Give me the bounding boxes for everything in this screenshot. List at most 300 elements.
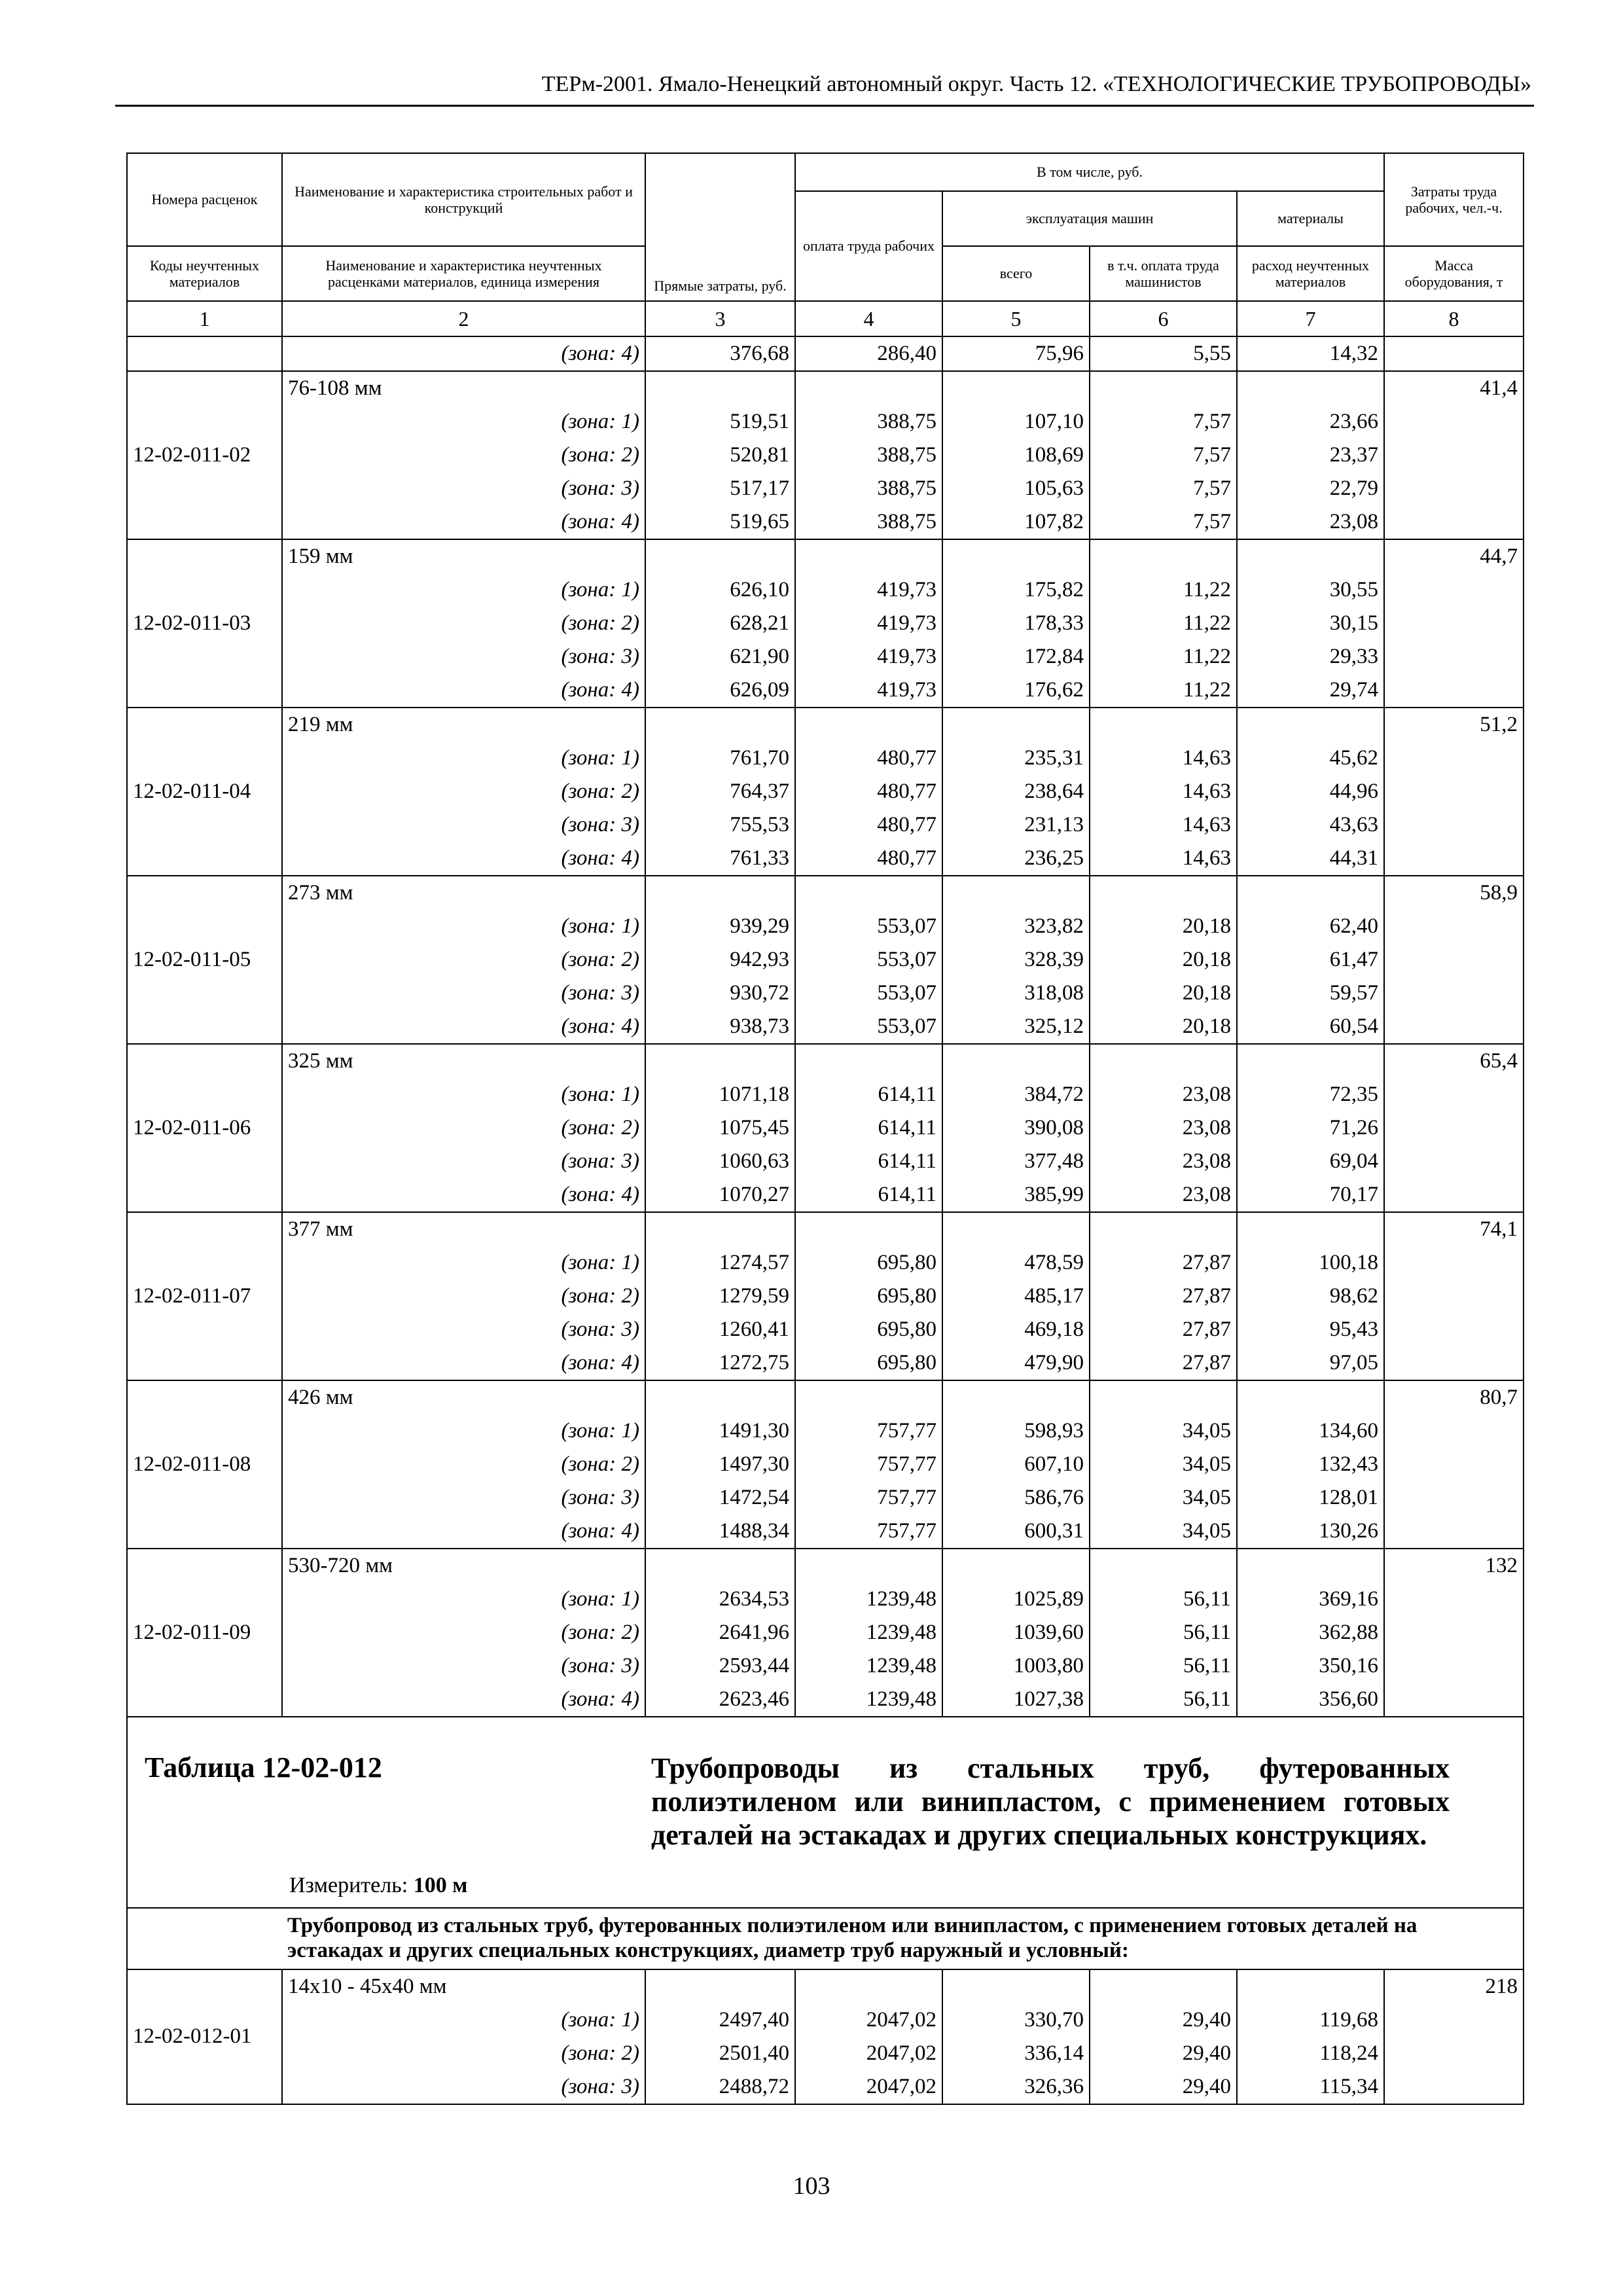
rate-name: 530-720 мм bbox=[282, 1549, 645, 1583]
machines-header: эксплуатация машин bbox=[942, 191, 1237, 246]
col1-bottom-header: Коды неучтенных материалов bbox=[127, 246, 282, 301]
value-cell: 356,60 bbox=[1237, 1683, 1384, 1717]
value-cell: 56,11 bbox=[1090, 1583, 1237, 1616]
value-cell: 5,55 bbox=[1090, 336, 1237, 371]
zone-label: (зона: 1) bbox=[282, 573, 645, 607]
value-cell: 1472,54 bbox=[645, 1481, 795, 1515]
value-cell: 323,82 bbox=[942, 910, 1090, 943]
value-cell: 29,40 bbox=[1090, 2003, 1237, 2037]
value-cell: 1060,63 bbox=[645, 1145, 795, 1178]
zone-label: (зона: 3) bbox=[282, 977, 645, 1010]
col2-top-header: Наименование и характеристика строительных работ и конструкций bbox=[282, 153, 645, 246]
empty-cell bbox=[1090, 1969, 1237, 2003]
empty-cell bbox=[1090, 708, 1237, 742]
value-cell: 761,70 bbox=[645, 742, 795, 775]
equipment-mass: 65,4 bbox=[1384, 1044, 1524, 1078]
rate-row bbox=[127, 1380, 1524, 1414]
zone-row bbox=[127, 607, 1524, 640]
value-cell: 419,73 bbox=[795, 673, 942, 708]
empty-cell bbox=[1090, 539, 1237, 573]
value-cell: 419,73 bbox=[795, 640, 942, 673]
zone-label: (зона: 1) bbox=[282, 2003, 645, 2037]
value-cell: 628,21 bbox=[645, 607, 795, 640]
value-cell: 1071,18 bbox=[645, 1078, 795, 1111]
zone-label: (зона: 3) bbox=[282, 640, 645, 673]
zone-label: (зона: 2) bbox=[282, 1280, 645, 1313]
empty-cell bbox=[645, 371, 795, 405]
value-cell: 100,18 bbox=[1237, 1246, 1384, 1280]
empty-cell bbox=[942, 539, 1090, 573]
zone-row bbox=[127, 742, 1524, 775]
value-cell: 757,77 bbox=[795, 1481, 942, 1515]
page-number: 103 bbox=[793, 2172, 830, 2200]
value-cell: 108,69 bbox=[942, 439, 1090, 472]
rate-row bbox=[127, 371, 1524, 405]
value-cell: 27,87 bbox=[1090, 1313, 1237, 1346]
empty-cell bbox=[942, 371, 1090, 405]
value-cell: 388,75 bbox=[795, 505, 942, 539]
empty-cell bbox=[1384, 439, 1524, 472]
value-cell: 1075,45 bbox=[645, 1111, 795, 1145]
table-name: Таблица 12-02-012 bbox=[145, 1751, 382, 1784]
value-cell: 942,93 bbox=[645, 943, 795, 977]
value-cell: 43,63 bbox=[1237, 808, 1384, 842]
zone-row bbox=[127, 1313, 1524, 1346]
zone-row bbox=[127, 1649, 1524, 1683]
value-cell: 336,14 bbox=[942, 2037, 1090, 2070]
zone-row bbox=[127, 1246, 1524, 1280]
value-cell: 1239,48 bbox=[795, 1583, 942, 1616]
empty-cell bbox=[1237, 1380, 1384, 1414]
zone-label: (зона: 2) bbox=[282, 1111, 645, 1145]
zone-label: (зона: 2) bbox=[282, 1448, 645, 1481]
empty-cell bbox=[1384, 742, 1524, 775]
empty-cell bbox=[1384, 2070, 1524, 2104]
value-cell: 56,11 bbox=[1090, 1683, 1237, 1717]
equipment-mass: 132 bbox=[1384, 1549, 1524, 1583]
value-cell: 419,73 bbox=[795, 573, 942, 607]
value-cell: 757,77 bbox=[795, 1448, 942, 1481]
table-title: Трубопроводы из стальных труб, футерованных полиэтиленом или винипластом, с применением готовых деталей на эстакадах и других специальных конструкциях. bbox=[651, 1752, 1450, 1852]
column-number: 8 bbox=[1384, 301, 1524, 336]
value-cell: 56,11 bbox=[1090, 1649, 1237, 1683]
value-cell: 586,76 bbox=[942, 1481, 1090, 1515]
rate-code: 12-02-011-05 bbox=[127, 876, 282, 1044]
zone-row bbox=[127, 1414, 1524, 1448]
value-cell: 479,90 bbox=[942, 1346, 1090, 1380]
value-cell: 61,47 bbox=[1237, 943, 1384, 977]
empty-cell bbox=[942, 1212, 1090, 1246]
value-cell: 176,62 bbox=[942, 673, 1090, 708]
value-cell: 236,25 bbox=[942, 842, 1090, 876]
value-cell: 419,73 bbox=[795, 607, 942, 640]
unaccounted-materials-header: расход неучтенных материалов bbox=[1237, 246, 1384, 301]
value-cell: 23,66 bbox=[1237, 405, 1384, 439]
zone-label: (зона: 2) bbox=[282, 2037, 645, 2070]
machines-total-header: всего bbox=[942, 246, 1090, 301]
zone-row bbox=[127, 1616, 1524, 1649]
empty-cell bbox=[645, 539, 795, 573]
empty-cell bbox=[795, 539, 942, 573]
empty-cell bbox=[1237, 371, 1384, 405]
value-cell: 115,34 bbox=[1237, 2070, 1384, 2104]
zone-label: (зона: 2) bbox=[282, 439, 645, 472]
empty-cell bbox=[1237, 1212, 1384, 1246]
value-cell: 485,17 bbox=[942, 1280, 1090, 1313]
zone-label: (зона: 4) bbox=[282, 1515, 645, 1549]
empty-cell bbox=[795, 1380, 942, 1414]
zone-label: (зона: 2) bbox=[282, 775, 645, 808]
value-cell: 553,07 bbox=[795, 943, 942, 977]
value-cell: 761,33 bbox=[645, 842, 795, 876]
value-cell: 29,40 bbox=[1090, 2070, 1237, 2104]
value-cell: 2497,40 bbox=[645, 2003, 795, 2037]
value-cell: 607,10 bbox=[942, 1448, 1090, 1481]
value-cell: 119,68 bbox=[1237, 2003, 1384, 2037]
value-cell: 75,96 bbox=[942, 336, 1090, 371]
value-cell: 20,18 bbox=[1090, 910, 1237, 943]
zone-label: (зона: 2) bbox=[282, 943, 645, 977]
value-cell: 553,07 bbox=[795, 977, 942, 1010]
value-cell: 23,08 bbox=[1090, 1078, 1237, 1111]
zone-row bbox=[127, 1178, 1524, 1212]
value-cell: 350,16 bbox=[1237, 1649, 1384, 1683]
value-cell: 695,80 bbox=[795, 1313, 942, 1346]
empty-cell bbox=[1384, 607, 1524, 640]
value-cell: 30,55 bbox=[1237, 573, 1384, 607]
value-cell: 107,82 bbox=[942, 505, 1090, 539]
value-cell: 11,22 bbox=[1090, 673, 1237, 708]
value-cell: 1003,80 bbox=[942, 1649, 1090, 1683]
value-cell: 517,17 bbox=[645, 472, 795, 505]
zone-row bbox=[127, 1448, 1524, 1481]
value-cell: 384,72 bbox=[942, 1078, 1090, 1111]
equipment-mass-header: Масса оборудования, т bbox=[1384, 246, 1524, 301]
value-cell: 20,18 bbox=[1090, 1010, 1237, 1044]
value-cell: 2047,02 bbox=[795, 2037, 942, 2070]
value-cell: 2501,40 bbox=[645, 2037, 795, 2070]
zone-row bbox=[127, 943, 1524, 977]
empty-cell bbox=[1384, 573, 1524, 607]
empty-cell bbox=[1384, 1010, 1524, 1044]
empty-cell bbox=[645, 876, 795, 910]
value-cell: 44,31 bbox=[1237, 842, 1384, 876]
value-cell: 2623,46 bbox=[645, 1683, 795, 1717]
equipment-mass: 44,7 bbox=[1384, 539, 1524, 573]
zone-row bbox=[127, 910, 1524, 943]
equipment-mass: 80,7 bbox=[1384, 1380, 1524, 1414]
labor-costs-header: Затраты труда рабочих, чел.-ч. bbox=[1384, 153, 1524, 246]
zone-row bbox=[127, 439, 1524, 472]
page-header-title: ТЕРм-2001. Ямало-Ненецкий автономный округ. Часть 12. «ТЕХНОЛОГИЧЕСКИЕ ТРУБОПРОВОДЫ» bbox=[541, 72, 1531, 96]
value-cell: 34,05 bbox=[1090, 1448, 1237, 1481]
value-cell: 27,87 bbox=[1090, 1280, 1237, 1313]
equipment-mass: 74,1 bbox=[1384, 1212, 1524, 1246]
empty-cell bbox=[942, 1549, 1090, 1583]
rate-name: 14х10 - 45х40 мм bbox=[282, 1969, 645, 2003]
zone-row bbox=[127, 673, 1524, 708]
empty-cell bbox=[1384, 1683, 1524, 1717]
column-number: 4 bbox=[795, 301, 942, 336]
zone-label: (зона: 4) bbox=[282, 842, 645, 876]
value-cell: 480,77 bbox=[795, 842, 942, 876]
zone-row bbox=[127, 1280, 1524, 1313]
value-cell: 45,62 bbox=[1237, 742, 1384, 775]
empty-cell bbox=[942, 876, 1090, 910]
zone-row bbox=[127, 1078, 1524, 1111]
value-cell: 7,57 bbox=[1090, 405, 1237, 439]
empty-cell bbox=[1090, 1549, 1237, 1583]
value-cell: 98,62 bbox=[1237, 1280, 1384, 1313]
value-cell: 44,96 bbox=[1237, 775, 1384, 808]
page-header bbox=[115, 65, 1534, 107]
rate-row bbox=[127, 1044, 1524, 1078]
value-cell: 118,24 bbox=[1237, 2037, 1384, 2070]
zone-label: (зона: 4) bbox=[282, 505, 645, 539]
value-cell: 27,87 bbox=[1090, 1246, 1237, 1280]
value-cell: 34,05 bbox=[1090, 1515, 1237, 1549]
empty-cell bbox=[1384, 1649, 1524, 1683]
empty-cell bbox=[1237, 708, 1384, 742]
value-cell: 105,63 bbox=[942, 472, 1090, 505]
zone-row bbox=[127, 472, 1524, 505]
rate-name: 426 мм bbox=[282, 1380, 645, 1414]
value-cell: 598,93 bbox=[942, 1414, 1090, 1448]
value-cell: 325,12 bbox=[942, 1010, 1090, 1044]
empty-cell bbox=[1090, 1212, 1237, 1246]
empty-cell bbox=[1384, 1616, 1524, 1649]
measure-label: Измеритель: bbox=[289, 1873, 408, 1897]
section-title: Трубопровод из стальных труб, футерованных полиэтиленом или винипластом, с применением готовых деталей на эстакадах и других специальных конструкциях, диаметр труб наружный и условный: bbox=[282, 1908, 1524, 1969]
value-cell: 70,17 bbox=[1237, 1178, 1384, 1212]
value-cell: 469,18 bbox=[942, 1313, 1090, 1346]
value-cell: 34,05 bbox=[1090, 1414, 1237, 1448]
value-cell: 1039,60 bbox=[942, 1616, 1090, 1649]
rate-row bbox=[127, 1969, 1524, 2003]
direct-costs-header: Прямые затраты, руб. bbox=[645, 153, 795, 301]
zone-row bbox=[127, 1583, 1524, 1616]
rate-name: 377 мм bbox=[282, 1212, 645, 1246]
column-number: 1 bbox=[127, 301, 282, 336]
zone-label: (зона: 4) bbox=[282, 1010, 645, 1044]
value-cell: 286,40 bbox=[795, 336, 942, 371]
zone-label: (зона: 3) bbox=[282, 808, 645, 842]
empty-cell bbox=[1384, 1414, 1524, 1448]
zone-label: (зона: 1) bbox=[282, 1246, 645, 1280]
empty-cell bbox=[1237, 1044, 1384, 1078]
empty-cell bbox=[795, 1044, 942, 1078]
column-number: 7 bbox=[1237, 301, 1384, 336]
value-cell: 7,57 bbox=[1090, 439, 1237, 472]
rate-code: 12-02-011-02 bbox=[127, 371, 282, 539]
value-cell: 519,51 bbox=[645, 405, 795, 439]
value-cell: 626,09 bbox=[645, 673, 795, 708]
value-cell: 59,57 bbox=[1237, 977, 1384, 1010]
value-cell: 1497,30 bbox=[645, 1448, 795, 1481]
value-cell: 29,40 bbox=[1090, 2037, 1237, 2070]
column-number: 5 bbox=[942, 301, 1090, 336]
value-cell: 480,77 bbox=[795, 808, 942, 842]
value-cell: 480,77 bbox=[795, 742, 942, 775]
value-cell: 757,77 bbox=[795, 1515, 942, 1549]
empty-cell bbox=[1384, 775, 1524, 808]
value-cell: 930,72 bbox=[645, 977, 795, 1010]
rate-code: 12-02-012-01 bbox=[127, 1969, 282, 2104]
empty-cell bbox=[1384, 2003, 1524, 2037]
value-cell: 553,07 bbox=[795, 1010, 942, 1044]
value-cell: 2641,96 bbox=[645, 1616, 795, 1649]
zone-label: (зона: 3) bbox=[282, 1313, 645, 1346]
rate-name: 159 мм bbox=[282, 539, 645, 573]
rate-code: 12-02-011-03 bbox=[127, 539, 282, 708]
empty-cell bbox=[1237, 1549, 1384, 1583]
value-cell: 1027,38 bbox=[942, 1683, 1090, 1717]
value-cell: 34,05 bbox=[1090, 1481, 1237, 1515]
value-cell: 235,31 bbox=[942, 742, 1090, 775]
empty-cell bbox=[795, 371, 942, 405]
zone-row bbox=[127, 775, 1524, 808]
value-cell: 519,65 bbox=[645, 505, 795, 539]
measure bbox=[289, 1873, 467, 1898]
zone-row bbox=[127, 842, 1524, 876]
empty-cell bbox=[1384, 1515, 1524, 1549]
value-cell: 60,54 bbox=[1237, 1010, 1384, 1044]
empty-cell bbox=[645, 1969, 795, 2003]
zone-label: (зона: 4) bbox=[282, 1683, 645, 1717]
value-cell: 20,18 bbox=[1090, 977, 1237, 1010]
value-cell: 318,08 bbox=[942, 977, 1090, 1010]
zone-row bbox=[127, 1346, 1524, 1380]
rate-code-empty bbox=[127, 336, 282, 371]
zone-row bbox=[127, 977, 1524, 1010]
empty-cell bbox=[1384, 505, 1524, 539]
value-cell: 695,80 bbox=[795, 1246, 942, 1280]
value-cell: 328,39 bbox=[942, 943, 1090, 977]
value-cell: 2047,02 bbox=[795, 2003, 942, 2037]
empty-cell bbox=[795, 1212, 942, 1246]
value-cell: 1488,34 bbox=[645, 1515, 795, 1549]
value-cell: 600,31 bbox=[942, 1515, 1090, 1549]
value-cell: 478,59 bbox=[942, 1246, 1090, 1280]
zone-row bbox=[127, 1515, 1524, 1549]
value-cell: 30,15 bbox=[1237, 607, 1384, 640]
value-cell: 71,26 bbox=[1237, 1111, 1384, 1145]
value-cell: 614,11 bbox=[795, 1145, 942, 1178]
empty-cell bbox=[1384, 808, 1524, 842]
empty-cell bbox=[1384, 910, 1524, 943]
including-header: В том числе, руб. bbox=[795, 153, 1384, 191]
zone-row bbox=[127, 808, 1524, 842]
value-cell: 755,53 bbox=[645, 808, 795, 842]
rate-name: 76-108 мм bbox=[282, 371, 645, 405]
zone-label: (зона: 3) bbox=[282, 1649, 645, 1683]
empty-cell bbox=[1384, 943, 1524, 977]
value-cell: 23,08 bbox=[1090, 1145, 1237, 1178]
value-cell: 178,33 bbox=[942, 607, 1090, 640]
value-cell: 175,82 bbox=[942, 573, 1090, 607]
value-cell: 1239,48 bbox=[795, 1649, 942, 1683]
empty-cell bbox=[1090, 876, 1237, 910]
worker-pay-header: оплата труда рабочих bbox=[795, 191, 942, 301]
header-row-1 bbox=[127, 153, 1524, 191]
zone-label: (зона: 1) bbox=[282, 910, 645, 943]
empty-cell bbox=[1384, 1583, 1524, 1616]
zone-row bbox=[127, 2037, 1524, 2070]
value-cell: 695,80 bbox=[795, 1280, 942, 1313]
rate-code: 12-02-011-09 bbox=[127, 1549, 282, 1717]
rate-code: 12-02-011-04 bbox=[127, 708, 282, 876]
zone-label: (зона: 4) bbox=[282, 1178, 645, 1212]
empty-cell bbox=[1384, 405, 1524, 439]
empty-cell bbox=[645, 1549, 795, 1583]
zone-label: (зона: 4) bbox=[282, 1346, 645, 1380]
empty-cell bbox=[795, 1549, 942, 1583]
zone-row bbox=[127, 1683, 1524, 1717]
value-cell: 7,57 bbox=[1090, 505, 1237, 539]
value-cell: 11,22 bbox=[1090, 640, 1237, 673]
value-cell: 1491,30 bbox=[645, 1414, 795, 1448]
empty-cell bbox=[1384, 1481, 1524, 1515]
value-cell: 14,63 bbox=[1090, 842, 1237, 876]
zone-label: (зона: 2) bbox=[282, 1616, 645, 1649]
empty-cell bbox=[942, 708, 1090, 742]
value-cell: 326,36 bbox=[942, 2070, 1090, 2104]
zone-row bbox=[127, 573, 1524, 607]
table-title-block bbox=[127, 1717, 1524, 1908]
empty-cell bbox=[1090, 371, 1237, 405]
value-cell: 172,84 bbox=[942, 640, 1090, 673]
zone-label: (зона: 1) bbox=[282, 742, 645, 775]
empty-cell bbox=[1384, 2037, 1524, 2070]
value-cell: 939,29 bbox=[645, 910, 795, 943]
rate-name: 273 мм bbox=[282, 876, 645, 910]
value-cell: 1279,59 bbox=[645, 1280, 795, 1313]
value-cell: 128,01 bbox=[1237, 1481, 1384, 1515]
value-cell: 22,79 bbox=[1237, 472, 1384, 505]
value-cell: 1239,48 bbox=[795, 1683, 942, 1717]
zone-row bbox=[127, 1010, 1524, 1044]
equipment-mass: 41,4 bbox=[1384, 371, 1524, 405]
empty-cell bbox=[1384, 1111, 1524, 1145]
rate-row bbox=[127, 539, 1524, 573]
zone-label: (зона: 1) bbox=[282, 1583, 645, 1616]
value-cell: 231,13 bbox=[942, 808, 1090, 842]
value-cell: 69,04 bbox=[1237, 1145, 1384, 1178]
value-cell: 757,77 bbox=[795, 1414, 942, 1448]
equipment-mass: 51,2 bbox=[1384, 708, 1524, 742]
rates-table bbox=[126, 152, 1524, 2105]
zone-row bbox=[127, 1481, 1524, 1515]
value-cell: 130,26 bbox=[1237, 1515, 1384, 1549]
empty-cell bbox=[942, 1380, 1090, 1414]
value-cell: 2634,53 bbox=[645, 1583, 795, 1616]
value-cell: 1260,41 bbox=[645, 1313, 795, 1346]
value-cell: 23,37 bbox=[1237, 439, 1384, 472]
value-cell: 388,75 bbox=[795, 472, 942, 505]
value-cell: 614,11 bbox=[795, 1111, 942, 1145]
zone-label: (зона: 3) bbox=[282, 2070, 645, 2104]
value-cell: 2047,02 bbox=[795, 2070, 942, 2104]
value-cell: 20,18 bbox=[1090, 943, 1237, 977]
empty-cell bbox=[1237, 539, 1384, 573]
rate-code: 12-02-011-08 bbox=[127, 1380, 282, 1549]
column-numbers-row bbox=[127, 301, 1524, 336]
value-cell: 11,22 bbox=[1090, 607, 1237, 640]
table-title-row bbox=[127, 1717, 1524, 1908]
rate-row bbox=[127, 708, 1524, 742]
zone-label: (зона: 1) bbox=[282, 405, 645, 439]
value-cell: 238,64 bbox=[942, 775, 1090, 808]
